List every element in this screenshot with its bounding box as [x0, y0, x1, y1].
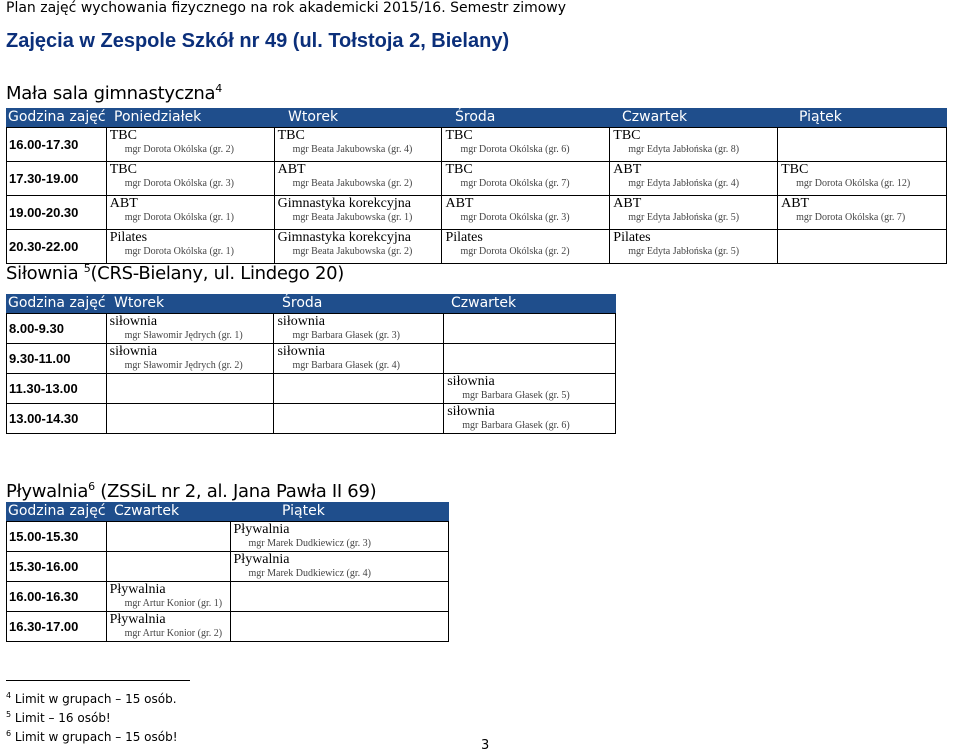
footnote-item — [6, 688, 178, 707]
silownia-class-cell — [444, 344, 616, 374]
silownia-time-cell: 9.30-11.00 — [7, 344, 107, 374]
plywalnia-class-cell — [230, 612, 448, 642]
gym-class-name: Gimnastyka korekcyjna — [277, 230, 411, 245]
footnote-text: Limit – 16 osób! — [14, 711, 111, 725]
gym-class-cell — [778, 230, 947, 264]
gym-class-name: TBC — [277, 128, 305, 143]
silownia-row — [7, 404, 616, 434]
plywalnia-teacher-name: mgr Marek Dudkiewicz (gr. 3) — [248, 538, 371, 549]
gym-teacher-name: mgr Edyta Jabłońska (gr. 5) — [628, 246, 740, 257]
silownia-class-cell — [106, 314, 274, 344]
gym-row — [7, 230, 947, 264]
gym-class-name: TBC — [445, 128, 473, 143]
gym-time-cell: 20.30-22.00 — [7, 230, 107, 264]
document-title: Plan zajęć wychowania fizycznego na rok akademicki 2015/16. Semestr zimowy — [6, 0, 567, 16]
gym-time-cell: 19.00-20.30 — [7, 196, 107, 230]
plywalnia-title-text: Pływalnia — [6, 481, 89, 502]
gym-class-cell — [274, 230, 442, 264]
gym-class-name: Gimnastyka korekcyjna — [277, 196, 411, 211]
plywalnia-row — [7, 612, 449, 642]
gym-class-cell — [778, 196, 947, 230]
gym-teacher-name: mgr Dorota Okólska (gr. 7) — [460, 178, 570, 189]
gym-class-cell — [442, 230, 610, 264]
gym-teacher-name: mgr Dorota Okólska (gr. 1) — [124, 212, 234, 223]
silownia-time-cell: 13.00-14.30 — [7, 404, 107, 434]
gym-class-name: ABT — [277, 162, 306, 177]
gym-teacher-name: mgr Dorota Okólska (gr. 2) — [124, 144, 234, 155]
gym-teacher-name: mgr Dorota Okólska (gr. 12) — [796, 178, 911, 189]
gym-header-friday: Piątek — [799, 109, 842, 125]
silownia-header-thursday: Czwartek — [451, 295, 517, 311]
footnote-number: 6 — [6, 729, 12, 738]
gym-class-cell — [106, 196, 274, 230]
plywalnia-class-name: Pływalnia — [233, 552, 290, 567]
gym-teacher-name: mgr Dorota Okólska (gr. 3) — [460, 212, 570, 223]
silownia-class-name: siłownia — [447, 374, 495, 389]
gym-row — [7, 128, 947, 162]
gym-class-name: ABT — [109, 196, 138, 211]
plywalnia-row — [7, 552, 449, 582]
page-number: 3 — [481, 738, 490, 752]
plywalnia-header-row — [6, 502, 449, 521]
silownia-footnote-ref: 5 — [83, 262, 91, 275]
gym-teacher-name: mgr Edyta Jabłońska (gr. 4) — [628, 178, 740, 189]
gym-class-name: ABT — [445, 196, 474, 211]
plywalnia-class-cell — [106, 582, 230, 612]
gym-class-name: ABT — [613, 196, 642, 211]
silownia-class-name: siłownia — [109, 344, 158, 359]
footnote-text: Limit w grupach – 15 osób. — [14, 692, 177, 706]
plywalnia-row — [7, 582, 449, 612]
plywalnia-header-friday: Piątek — [282, 503, 325, 519]
footnote-text: Limit w grupach – 15 osób! — [14, 730, 178, 744]
gym-teacher-name: mgr Dorota Okólska (gr. 6) — [460, 144, 570, 155]
gym-teacher-name: mgr Edyta Jabłońska (gr. 5) — [628, 212, 740, 223]
plywalnia-class-name: Pływalnia — [109, 612, 166, 627]
gym-class-name: TBC — [613, 128, 641, 143]
gym-class-name: TBC — [445, 162, 473, 177]
silownia-class-name: siłownia — [277, 344, 325, 359]
gym-time-cell: 16.00-17.30 — [7, 128, 107, 162]
plywalnia-class-cell — [230, 582, 448, 612]
silownia-header-row — [6, 294, 616, 313]
silownia-title-text: Siłownia — [6, 263, 79, 284]
gym-row — [7, 196, 947, 230]
silownia-teacher-name: mgr Barbara Głasek (gr. 3) — [292, 330, 400, 341]
plywalnia-time-cell: 16.00-16.30 — [7, 582, 107, 612]
plywalnia-class-cell — [230, 522, 448, 552]
gym-teacher-name: mgr Dorota Okólska (gr. 7) — [796, 212, 906, 223]
silownia-class-cell — [274, 314, 444, 344]
silownia-class-name: siłownia — [109, 314, 158, 329]
plywalnia-class-cell — [106, 522, 230, 552]
silownia-class-cell — [106, 404, 274, 434]
plywalnia-time-cell: 15.00-15.30 — [7, 522, 107, 552]
gym-class-cell — [610, 196, 778, 230]
gym-teacher-name: mgr Beata Jakubowska (gr. 4) — [292, 144, 413, 155]
gym-class-cell — [106, 230, 274, 264]
gym-teacher-name: mgr Dorota Okólska (gr. 1) — [124, 246, 234, 257]
gym-class-cell — [610, 128, 778, 162]
plywalnia-section-title — [6, 480, 376, 502]
silownia-header-time: Godzina zajęć — [8, 295, 106, 311]
gym-header-tuesday: Wtorek — [288, 109, 339, 125]
gym-class-cell — [610, 162, 778, 196]
silownia-class-cell — [274, 344, 444, 374]
plywalnia-teacher-name: mgr Artur Konior (gr. 1) — [124, 598, 223, 609]
footnote-separator — [6, 680, 190, 681]
gym-header-wednesday: Środa — [455, 109, 496, 125]
plywalnia-header-thursday: Czwartek — [114, 503, 180, 519]
plywalnia-header-time: Godzina zajęć — [8, 503, 106, 519]
footnote-item — [6, 707, 178, 726]
plywalnia-row — [7, 522, 449, 552]
silownia-row — [7, 344, 616, 374]
gym-class-cell — [106, 128, 274, 162]
silownia-row — [7, 374, 616, 404]
plywalnia-class-name: Pływalnia — [109, 582, 166, 597]
gym-teacher-name: mgr Dorota Okólska (gr. 3) — [124, 178, 234, 189]
silownia-teacher-name: mgr Sławomir Jędrych (gr. 1) — [124, 330, 243, 341]
plywalnia-class-cell — [106, 612, 230, 642]
gym-header-monday: Poniedziałek — [114, 109, 202, 125]
gym-class-cell — [274, 162, 442, 196]
gym-class-name: TBC — [781, 162, 809, 177]
plywalnia-teacher-name: mgr Marek Dudkiewicz (gr. 4) — [248, 568, 371, 579]
silownia-schedule-table — [6, 313, 616, 434]
gym-time-cell: 17.30-19.00 — [7, 162, 107, 196]
gym-section-title — [6, 82, 222, 104]
gym-class-name: Pilates — [613, 230, 651, 245]
silownia-time-cell: 8.00-9.30 — [7, 314, 107, 344]
gym-class-cell — [106, 162, 274, 196]
silownia-section-title — [6, 262, 344, 284]
silownia-teacher-name: mgr Barbara Głasek (gr. 5) — [462, 390, 570, 401]
plywalnia-footnote-ref: 6 — [88, 480, 95, 493]
plywalnia-class-cell — [230, 552, 448, 582]
footnotes — [6, 688, 178, 745]
plywalnia-class-name: Pływalnia — [233, 522, 290, 537]
gym-schedule-table — [6, 127, 947, 264]
gym-class-name: ABT — [613, 162, 642, 177]
silownia-time-cell: 11.30-13.00 — [7, 374, 107, 404]
silownia-header-wednesday: Środa — [282, 295, 323, 311]
gym-class-cell — [778, 162, 947, 196]
silownia-title-location: (CRS-Bielany, ul. Lindego 20) — [90, 263, 344, 284]
silownia-class-cell — [444, 374, 616, 404]
gym-class-cell — [442, 162, 610, 196]
plywalnia-time-cell: 16.30-17.00 — [7, 612, 107, 642]
silownia-class-name: siłownia — [447, 404, 495, 419]
gym-class-cell — [778, 128, 947, 162]
silownia-class-cell — [444, 404, 616, 434]
gym-row — [7, 162, 947, 196]
gym-header-row — [6, 108, 947, 127]
silownia-class-cell — [274, 404, 444, 434]
gym-class-name: TBC — [109, 128, 137, 143]
gym-teacher-name: mgr Dorota Okólska (gr. 2) — [460, 246, 570, 257]
gym-class-cell — [610, 230, 778, 264]
gym-teacher-name: mgr Beata Jakubowska (gr. 2) — [292, 178, 413, 189]
gym-title-text: Mała sala gimnastyczna — [6, 83, 216, 104]
gym-class-cell — [442, 128, 610, 162]
silownia-row — [7, 314, 616, 344]
gym-teacher-name: mgr Beata Jakubowska (gr. 2) — [292, 246, 413, 257]
footnote-number: 5 — [6, 710, 12, 719]
gym-class-name: Pilates — [109, 230, 148, 245]
silownia-teacher-name: mgr Sławomir Jędrych (gr. 2) — [124, 360, 243, 371]
silownia-class-cell — [444, 314, 616, 344]
gym-class-name: Pilates — [445, 230, 483, 245]
plywalnia-title-location: (ZSSiL nr 2, al. Jana Pawła II 69) — [100, 481, 377, 502]
gym-class-name: TBC — [109, 162, 137, 177]
gym-footnote-ref: 4 — [215, 82, 222, 95]
gym-class-cell — [442, 196, 610, 230]
plywalnia-class-cell — [106, 552, 230, 582]
silownia-class-cell — [274, 374, 444, 404]
footnote-item — [6, 726, 178, 745]
silownia-teacher-name: mgr Barbara Głasek (gr. 4) — [292, 360, 400, 371]
gym-class-cell — [274, 196, 442, 230]
plywalnia-teacher-name: mgr Artur Konior (gr. 2) — [124, 628, 223, 639]
gym-class-cell — [274, 128, 442, 162]
silownia-class-cell — [106, 374, 274, 404]
plywalnia-schedule-table — [6, 521, 449, 642]
gym-header-time: Godzina zajęć — [8, 109, 106, 125]
gym-teacher-name: mgr Beata Jakubowska (gr. 1) — [292, 212, 413, 223]
silownia-class-name: siłownia — [277, 314, 325, 329]
silownia-class-cell — [106, 344, 274, 374]
gym-teacher-name: mgr Edyta Jabłońska (gr. 8) — [628, 144, 740, 155]
footnote-number: 4 — [6, 691, 12, 700]
plywalnia-time-cell: 15.30-16.00 — [7, 552, 107, 582]
gym-class-name: ABT — [781, 196, 810, 211]
gym-header-thursday: Czwartek — [622, 109, 688, 125]
silownia-header-tuesday: Wtorek — [114, 295, 165, 311]
silownia-teacher-name: mgr Barbara Głasek (gr. 6) — [462, 420, 570, 431]
document-subtitle: Zajęcia w Zespole Szkół nr 49 (ul. Tołstoja 2, Bielany) — [6, 30, 510, 52]
